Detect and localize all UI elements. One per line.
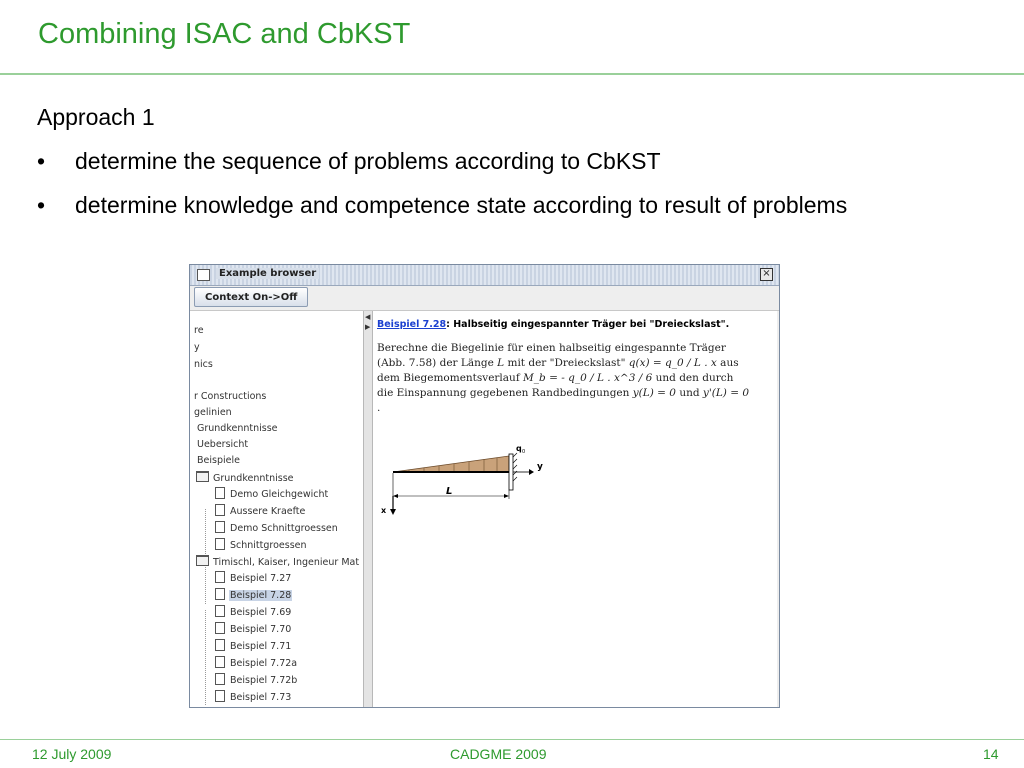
context-toggle-button[interactable]: Context On->Off [194,287,308,307]
diagram-label-q: q [516,444,522,453]
document-icon [215,538,225,550]
tree-item[interactable] [193,342,201,353]
example-heading-text: : Halbseitig eingespannter Träger bei "Dreieckslast". [446,319,730,330]
tree-item[interactable] [215,673,298,686]
tree-item[interactable] [215,571,292,584]
tree-item[interactable] [215,538,308,551]
tree-connector [205,610,206,705]
document-icon [215,521,225,533]
tree-item-label: Beispiel 7.70 [230,624,292,635]
bullet-marker: • [37,148,46,174]
tree-item[interactable] [193,391,267,402]
bullet-item [37,190,937,220]
bullet-text: determine the sequence of problems according to CbKST [75,148,661,174]
tree-item-label: Schnittgroessen [230,540,307,551]
tree-item[interactable] [215,605,292,618]
tree-folder[interactable] [196,471,295,484]
tree-item[interactable] [215,504,306,517]
tree-item-label: y [194,342,200,353]
desc-line [377,386,777,401]
tree-item-label: Demo Schnittgroessen [230,523,338,534]
formula-text: L [497,357,505,369]
tree-item-label: Beispiel 7.27 [230,573,292,584]
page-number: 14 [983,746,999,762]
tree-item[interactable] [215,521,339,534]
example-browser-window [189,264,780,708]
tree-item[interactable] [215,622,292,635]
approach-heading: Approach 1 [37,104,155,130]
document-icon [215,673,225,685]
window-icon [197,269,210,281]
document-icon [215,588,225,600]
tree-item[interactable] [196,423,279,434]
document-icon [215,487,225,499]
desc-text: die Einspannung gegebenen Randbedingungen [377,387,633,399]
desc-text: . [377,402,381,414]
document-icon [215,504,225,516]
tree-item-label: Beispiel 7.69 [230,607,292,618]
bullet-item [37,146,937,176]
tree-item[interactable] [193,407,233,418]
tree-item[interactable] [193,325,205,336]
document-icon [215,639,225,651]
bullet-marker: • [37,192,46,218]
diagram-label-y: y [537,462,543,472]
desc-text: und [676,387,703,399]
window-title: Example browser [216,268,319,279]
expand-right-icon[interactable]: ▶ [365,324,371,331]
beam-load-diagram [379,439,549,515]
example-link[interactable]: Beispiel 7.28 [377,319,447,330]
tree-item-label: r Constructions [194,391,267,402]
tree-item-label: Beispiel 7.72b [230,675,298,686]
tree-item-label: re [194,325,204,336]
tree-item-label: Grundkenntnisse [197,423,278,434]
tree-item[interactable] [196,439,249,450]
desc-line [377,401,777,416]
formula-text: y(L) = 0 [632,387,676,399]
example-heading [377,319,729,330]
desc-text: aus [716,357,739,369]
tree-item[interactable] [215,690,292,703]
desc-text: (Abb. 7.58) der Länge [377,357,498,369]
tree-item[interactable] [193,359,214,370]
tree-item-label: nics [194,359,213,370]
desc-line [377,356,777,371]
tree-folder[interactable] [196,555,360,568]
desc-line [377,371,777,386]
footer-event: CADGME 2009 [450,746,547,762]
formula-text: q(x) = q_0 / L . x [628,357,717,369]
tree-item-label: Timischl, Kaiser, Ingenieur Mat [213,557,360,568]
desc-text: dem Biegemomentsverlauf [377,372,524,384]
tree-item-label: Beispiel 7.73 [230,692,292,703]
document-icon [215,690,225,702]
window-titlebar[interactable] [190,265,779,286]
diagram-label-x: x [381,506,387,515]
tree-item[interactable] [215,656,298,669]
desc-line [377,341,777,356]
diagram-label-q-sub: 0 [522,449,526,455]
tree-item-label: Beispiele [197,455,240,466]
example-description [377,341,777,416]
tree-item-label: Demo Gleichgewicht [230,489,329,500]
desc-text: und den durch [652,372,734,384]
split-divider[interactable] [364,311,373,707]
close-icon[interactable]: × [760,268,773,281]
formula-text: M_b = - q_0 / L . x^3 / 6 [523,372,653,384]
tree-item[interactable] [196,455,241,466]
tree-item-label: gelinien [194,407,232,418]
tree-item-label: Beispiel 7.28 [230,590,292,601]
tree-item-selected[interactable] [215,588,292,601]
footer-date: 12 July 2009 [32,746,112,762]
tree-pane[interactable] [190,311,364,707]
tree-item-label: Grundkenntnisse [213,473,294,484]
example-content-pane [373,311,777,707]
title-rule [0,73,1024,75]
document-icon [215,571,225,583]
document-icon [215,622,225,634]
collapse-left-icon[interactable]: ◀ [365,314,371,321]
tree-item[interactable] [215,639,292,652]
folder-icon [196,471,209,482]
bullet-text: determine knowledge and competence state according to result of problems [75,192,848,218]
footer-rule [0,739,1024,740]
window-toolbar [190,286,779,311]
tree-item-label: Uebersicht [197,439,249,450]
document-icon [215,656,225,668]
bullet-list [37,146,937,234]
tree-item-label: Beispiel 7.71 [230,641,292,652]
tree-item-label: Aussere Kraefte [230,506,306,517]
slide-title: Combining ISAC and CbKST [38,18,411,50]
diagram-label-l: L [446,486,453,497]
desc-text: Berechne die Biegelinie für einen halbseitig eingespannte Träger [377,342,726,354]
folder-icon [196,555,209,566]
desc-text: mit der "Dreieckslast" [504,357,629,369]
document-icon [215,605,225,617]
formula-text: y'(L) = 0 [702,387,750,399]
tree-item[interactable] [215,487,329,500]
tree-item-label: Beispiel 7.72a [230,658,298,669]
